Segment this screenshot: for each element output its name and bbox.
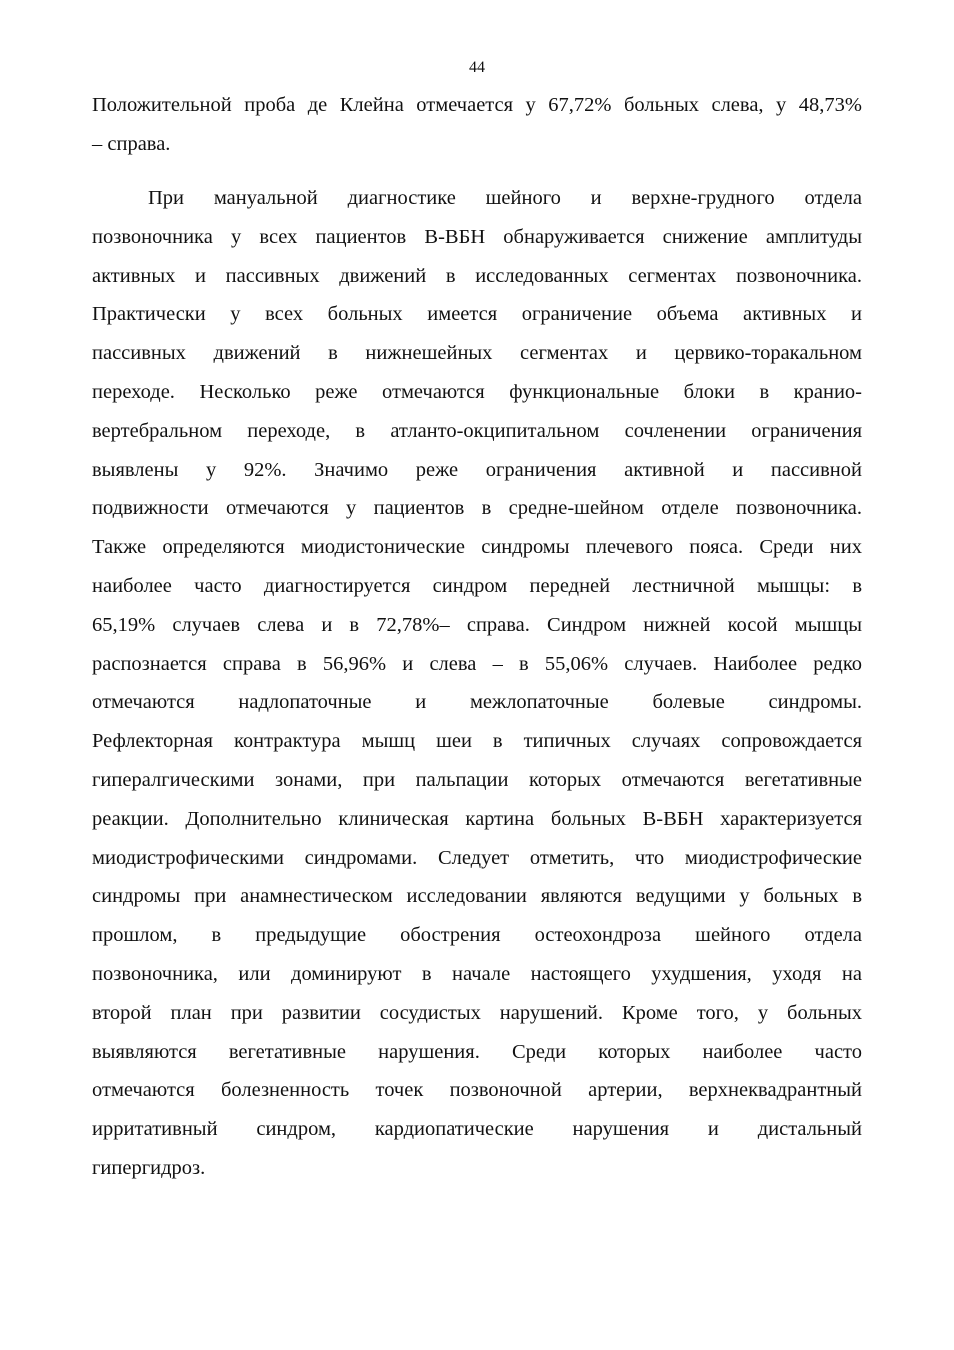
paragraph-1 <box>92 86 862 164</box>
text-line: наиболее часто диагностируется синдром передней лестничной мышцы: в <box>92 574 862 597</box>
text-line: Положительной проба де Клейна отмечается у 67,72% больных слева, у 48,73% <box>92 94 862 116</box>
text-line: выявлены у 92%. Значимо реже ограничения активной и пассивной <box>92 458 862 481</box>
text-line: миодистрофическими синдромами. Следует отметить, что миодистрофические <box>92 846 862 869</box>
text-line: переходе. Несколько реже отмечаются функциональные блоки в кранио- <box>92 380 862 403</box>
page-number: 44 <box>469 59 485 76</box>
text-line: позвоночника, или доминируют в начале настоящего ухудшения, уходя на <box>92 962 862 985</box>
text-line: ирритативный синдром, кардиопатические нарушения и дистальный <box>92 1118 862 1141</box>
text-line: отмечаются надлопаточные и межлопаточные болевые синдромы. <box>92 691 862 714</box>
text-line: выявляются вегетативные нарушения. Среди которых наиболее часто <box>92 1040 862 1063</box>
text-line: гипергидроз. <box>92 1156 206 1179</box>
text-line: При мануальной диагностике шейного и верхне-грудного отдела <box>148 187 862 209</box>
paragraph-2 <box>92 179 862 1188</box>
text-line: гипералгическими зонами, при пальпации которых отмечаются вегетативные <box>92 768 862 791</box>
text-line: отмечаются болезненность точек позвоночной артерии, верхнеквадрантный <box>92 1079 862 1102</box>
text-line: реакции. Дополнительно клиническая картина больных В-ВБН характеризуется <box>92 807 862 830</box>
text-line: Рефлекторная контрактура мышц шеи в типичных случаях сопровождается <box>92 730 862 753</box>
text-line: пассивных движений в нижнешейных сегментах и цервико-торакальном <box>92 342 862 365</box>
text-line: прошлом, в предыдущие обострения остеохондроза шейного отдела <box>92 924 862 947</box>
text-line: синдромы при анамнестическом исследовании являются ведущими у больных в <box>92 885 862 908</box>
text-line: Также определяются миодистонические синдромы плечевого пояса. Среди них <box>92 536 862 559</box>
text-line: – справа. <box>92 132 171 155</box>
text-line: активных и пассивных движений в исследованных сегментах позвоночника. <box>92 264 862 287</box>
text-line: подвижности отмечаются у пациентов в средне-шейном отделе позвоночника. <box>92 497 862 520</box>
text-line: позвоночника у всех пациентов В-ВБН обнаруживается снижение амплитуды <box>92 225 862 248</box>
text-line: 65,19% случаев слева и в 72,78%– справа. Синдром нижней косой мышцы <box>92 613 862 636</box>
text-line: Практически у всех больных имеется ограничение объема активных и <box>92 303 862 326</box>
text-line: второй план при развитии сосудистых нарушений. Кроме того, у больных <box>92 1001 862 1024</box>
text-line: вертебральном переходе, в атланто-окципитальном сочленении ограничения <box>92 419 862 442</box>
text-line: распознается справа в 56,96% и слева – в 55,06% случаев. Наиболее редко <box>92 652 862 675</box>
